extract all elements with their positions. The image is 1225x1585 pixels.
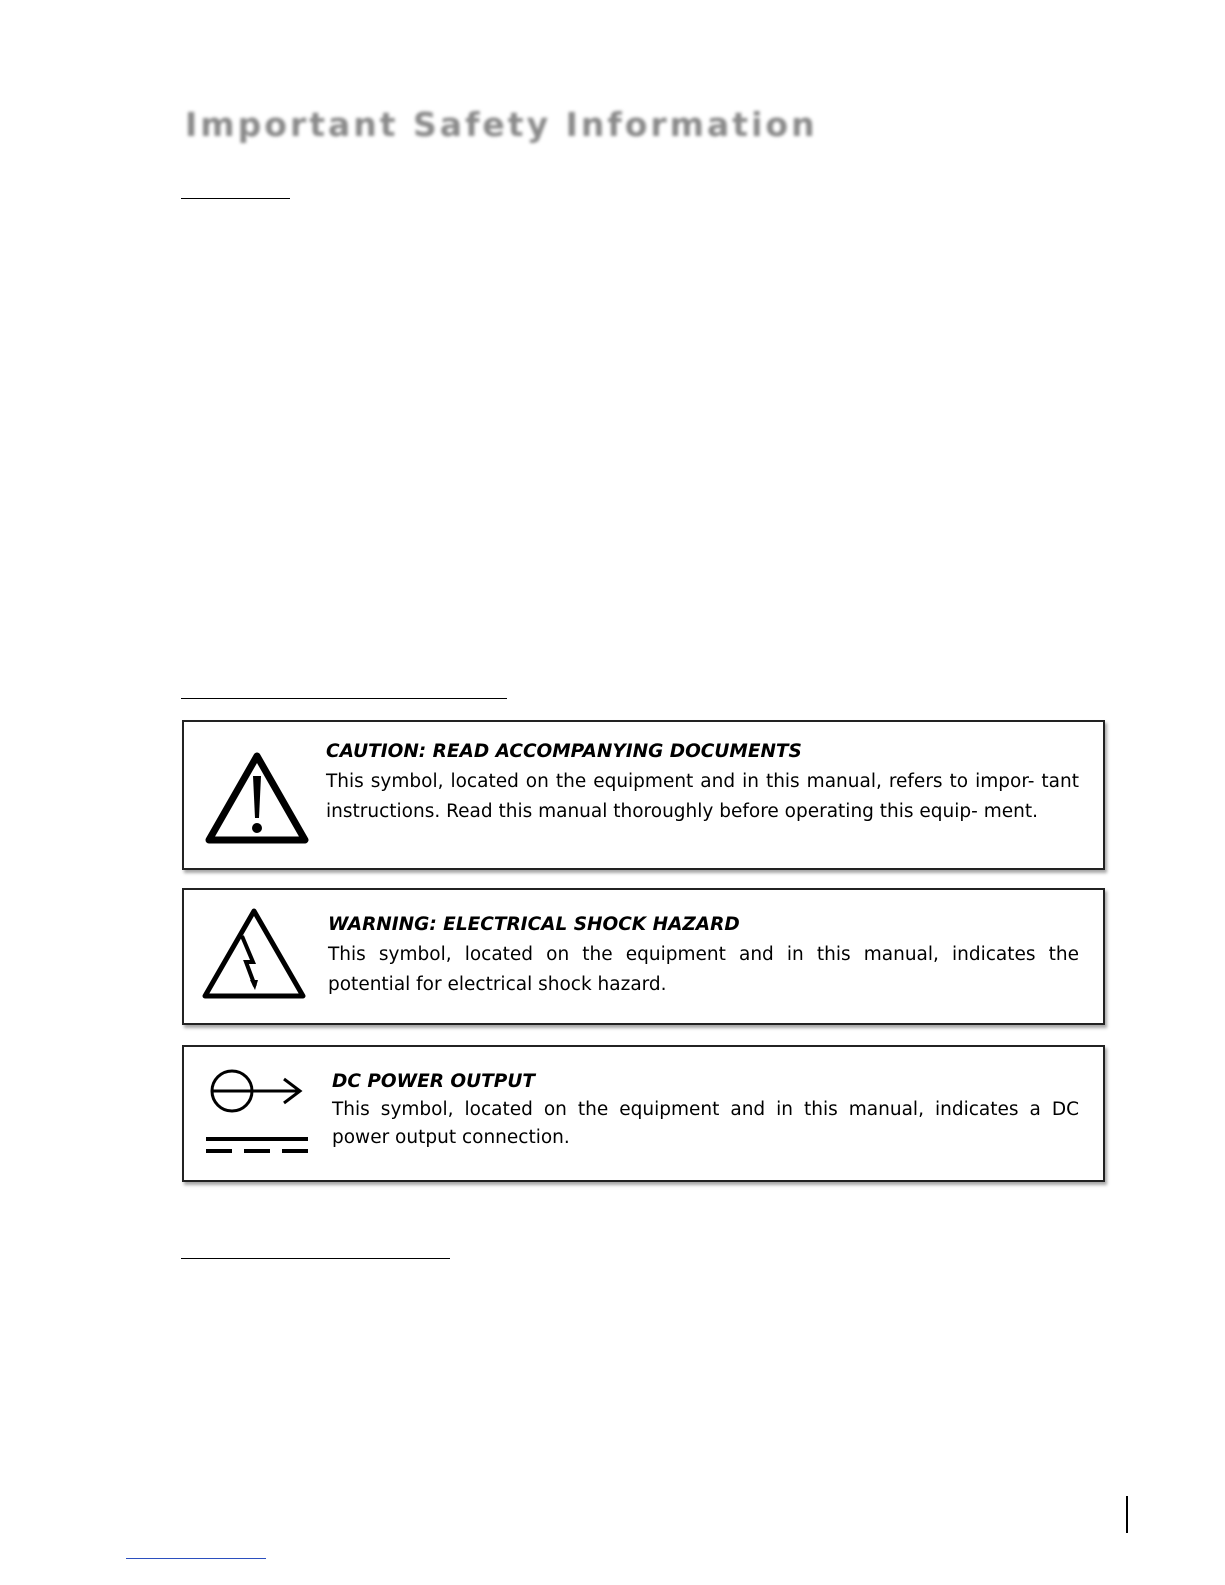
section-heading-underline [181,698,507,699]
caution-heading: CAUTION: READ ACCOMPANYING DOCUMENTS [326,741,802,762]
section-heading-underline [181,198,290,199]
page-margin-mark [1126,1496,1128,1533]
electrical-shock-heading: WARNING: ELECTRICAL SHOCK HAZARD [328,914,740,935]
electrical-shock-hazard-icon [200,906,308,1002]
caution-symbol-box [182,720,1105,870]
electrical-shock-description: This symbol, located on the equipment and in this manual, indicates the potential for electrical shock hazard. [328,944,1079,995]
footer-link-underline[interactable] [126,1558,266,1559]
section-heading-underline [181,1258,450,1259]
dc-power-output-description: This symbol, located on the equipment and in this manual, indicates a DC power output connection. [332,1099,1079,1148]
dc-power-output-heading: DC POWER OUTPUT [332,1071,535,1092]
caution-description: This symbol, located on the equipment and in this manual, refers to impor- tant instructions. Read this manual thoroughly before operating this equip- ment. [326,771,1079,822]
dc-power-output-box [182,1045,1105,1182]
dc-power-output-icon [204,1065,312,1161]
caution-triangle-icon [204,750,310,846]
page-title: Important Safety Information [185,105,818,144]
electrical-shock-box [182,888,1105,1025]
